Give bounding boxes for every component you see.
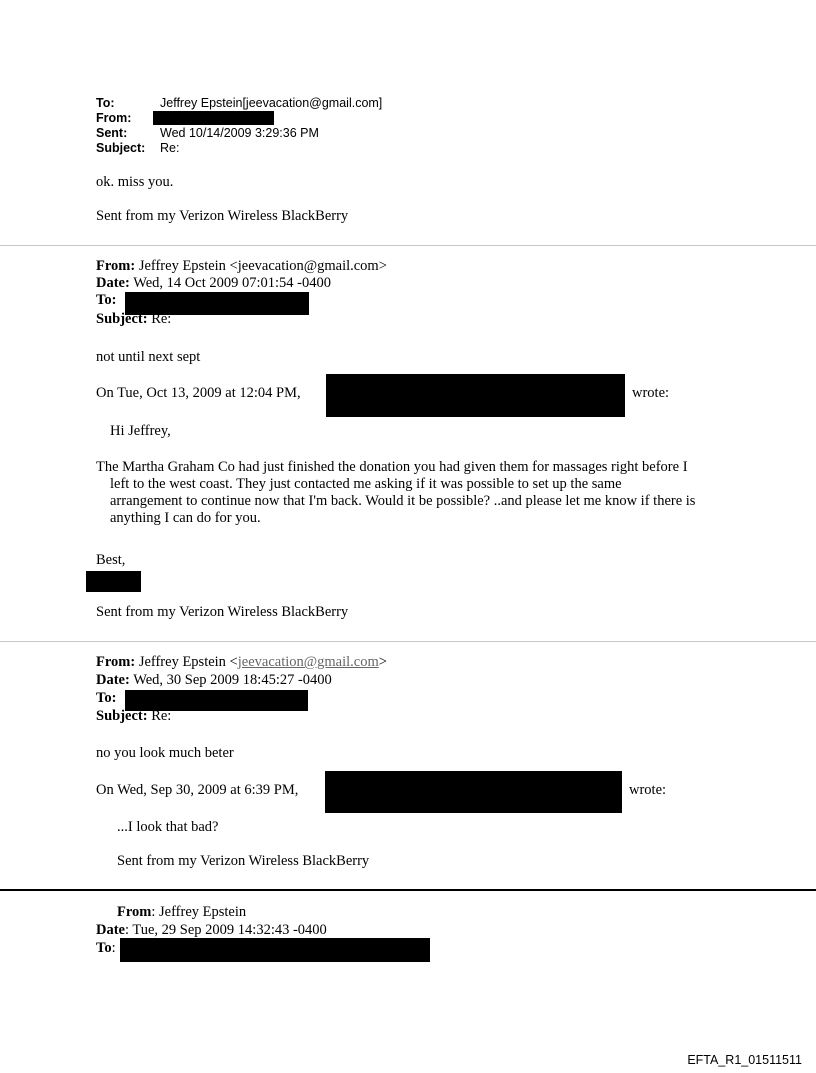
from-label: From: xyxy=(96,111,132,125)
to-label: To: xyxy=(96,690,117,706)
email-link[interactable]: jeevacation@gmail.com xyxy=(237,654,379,670)
to-label: To: xyxy=(96,292,117,308)
date-label: Date xyxy=(96,922,125,938)
subject-label: Subject: xyxy=(96,708,148,724)
from-value: Jeffrey Epstein <jeevacation@gmail.com> xyxy=(138,258,387,274)
message-signature: Sent from my Verizon Wireless BlackBerry xyxy=(96,604,349,620)
quoted-paragraph xyxy=(96,459,696,527)
date-label: Date: xyxy=(96,672,130,688)
message-body: not until next sept xyxy=(96,349,201,365)
redaction-box xyxy=(326,374,625,417)
msg2-from-line xyxy=(96,258,387,275)
quote-intro: On Wed, Sep 30, 2009 at 6:39 PM, xyxy=(96,782,299,798)
from-value: : Jeffrey Epstein xyxy=(151,904,247,920)
divider xyxy=(0,641,816,642)
subject-value: Re: xyxy=(151,708,172,724)
sent-value: Wed 10/14/2009 3:29:36 PM xyxy=(160,126,319,140)
quoted-line: ...I look that bad? xyxy=(117,819,219,835)
divider xyxy=(0,245,816,246)
message-body: no you look much beter xyxy=(96,745,234,761)
sent-label: Sent: xyxy=(96,126,128,140)
redaction-box xyxy=(153,111,274,125)
date-label: Date: xyxy=(96,275,130,291)
quote-wrote: wrote: xyxy=(629,782,667,798)
msg3-date-line xyxy=(96,672,332,689)
bates-number: EFTA_R1_01511511 xyxy=(687,1053,802,1067)
msg2-subject-line xyxy=(96,311,171,328)
quote-intro: On Tue, Oct 13, 2009 at 12:04 PM, xyxy=(96,385,301,401)
subject-value: Re: xyxy=(160,141,180,155)
from-label: From xyxy=(117,904,152,920)
subject-label: Subject: xyxy=(96,141,146,155)
message-signature: Sent from my Verizon Wireless BlackBerry xyxy=(117,853,370,869)
subject-label: Subject: xyxy=(96,311,148,327)
message-body: ok. miss you. xyxy=(96,174,174,190)
redaction-box xyxy=(86,571,141,592)
message-signature: Sent from my Verizon Wireless BlackBerry xyxy=(96,208,349,224)
msg4-date-line xyxy=(96,922,327,939)
msg4-from-line xyxy=(117,904,246,921)
msg2-date-line xyxy=(96,275,331,292)
from-label: From: xyxy=(96,654,136,670)
subject-value: Re: xyxy=(151,311,172,327)
date-value: : Tue, 29 Sep 2009 14:32:43 -0400 xyxy=(125,922,327,938)
date-value: Wed, 30 Sep 2009 18:45:27 -0400 xyxy=(133,672,332,688)
to-value: : xyxy=(111,940,116,956)
quoted-greeting: Hi Jeffrey, xyxy=(110,423,171,439)
redaction-box xyxy=(120,938,430,962)
quoted-paragraph-text: The Martha Graham Co had just finished the donation you had given them for massages right before I left to the west coast. They just contacted me asking if it was possible to set up the same arrangement to continue now that I'm back. Would it be possible? ..and please let me know if there is anything I can do for you. xyxy=(96,459,696,526)
to-label: To xyxy=(96,940,112,956)
msg3-subject-line xyxy=(96,708,171,725)
to-value: Jeffrey Epstein[jeevacation@gmail.com] xyxy=(160,96,383,110)
redaction-box xyxy=(325,771,622,813)
from-close: > xyxy=(378,654,387,670)
from-label: From: xyxy=(96,258,136,274)
from-name: Jeffrey Epstein < xyxy=(138,654,238,670)
divider xyxy=(0,889,816,891)
quote-wrote: wrote: xyxy=(632,385,670,401)
msg4-to-line xyxy=(96,940,116,957)
date-value: Wed, 14 Oct 2009 07:01:54 -0400 xyxy=(133,275,331,291)
to-label: To: xyxy=(96,96,115,110)
closing: Best, xyxy=(96,552,126,568)
msg3-from-line xyxy=(96,654,387,671)
